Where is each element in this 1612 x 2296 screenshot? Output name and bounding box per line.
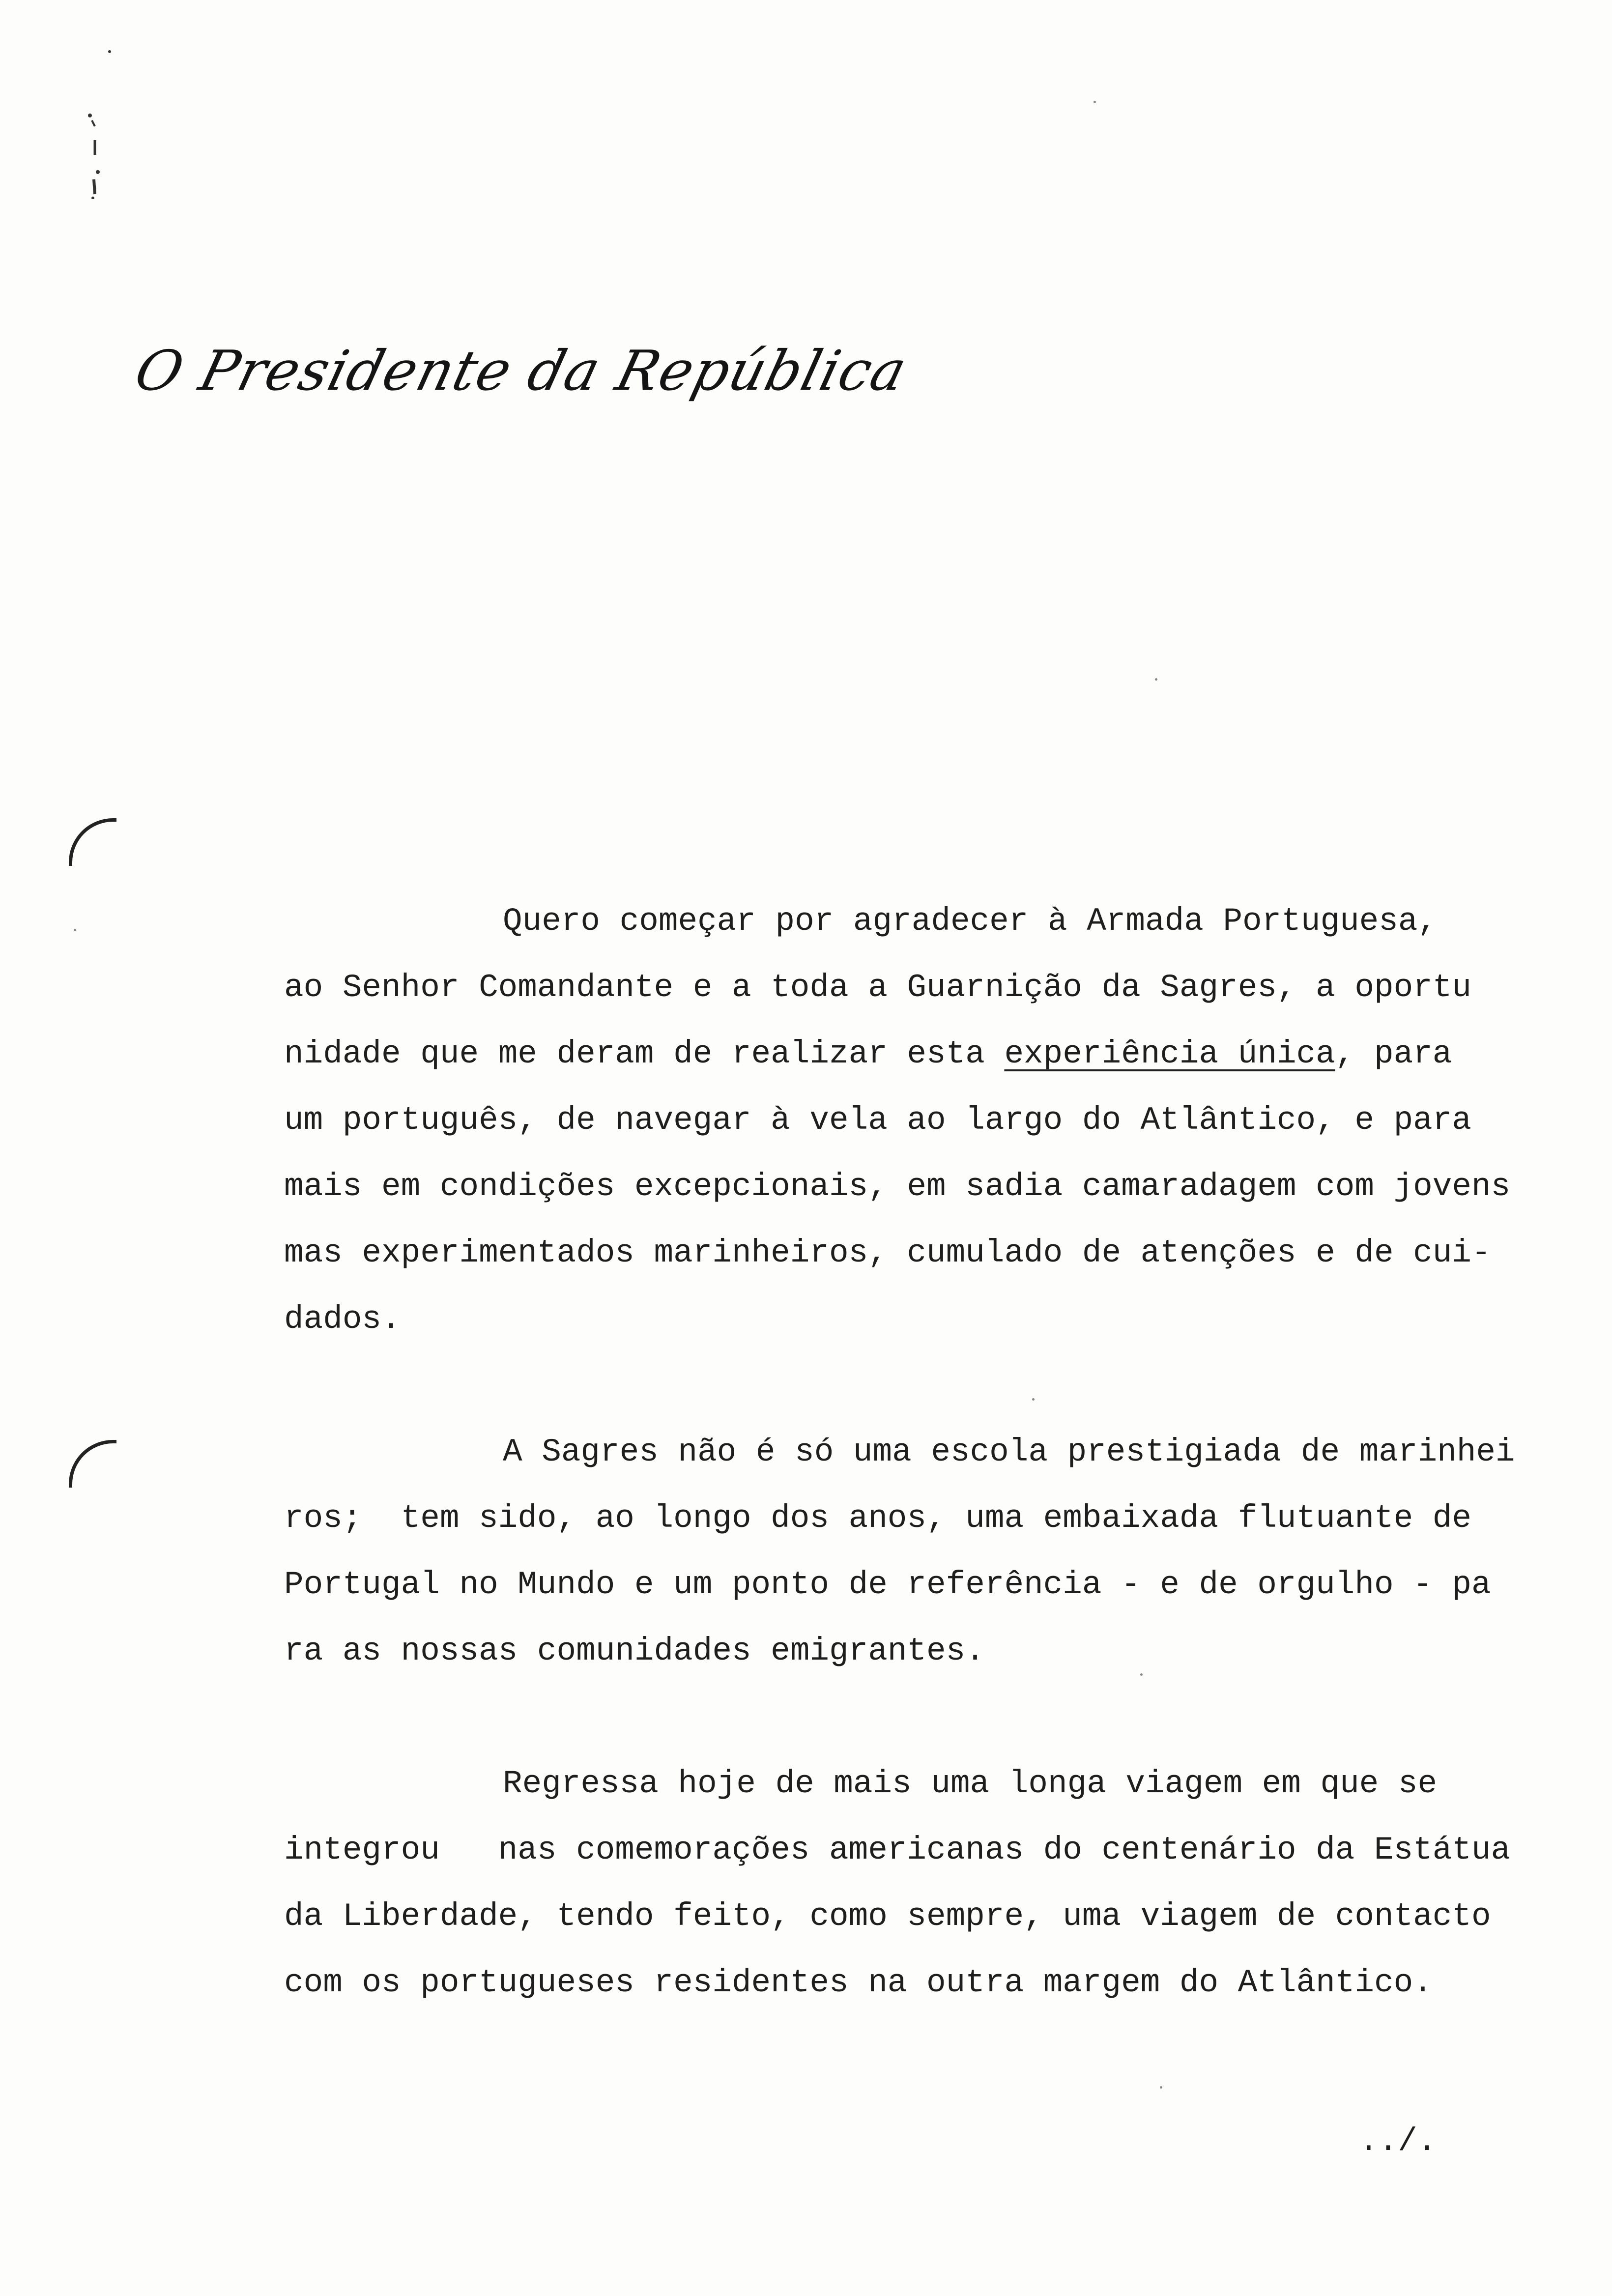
- text-line: ao Senhor Comandante e a toda a Guarnição da Sagres, a oportu: [284, 969, 1471, 1006]
- scan-speck: [1140, 1673, 1143, 1676]
- text-line: ros; tem sido, ao longo dos anos, uma embaixada flutuante de: [284, 1500, 1471, 1537]
- text-line: um português, de navegar à vela ao largo do Atlântico, e para: [284, 1102, 1471, 1139]
- text-line: dados.: [284, 1301, 401, 1338]
- text-line-with-emphasis: [284, 1032, 1452, 1076]
- punch-hole-mark: [69, 818, 116, 866]
- letterhead-title: O Presidente da República: [129, 339, 914, 403]
- text-line: Quero começar por agradecer à Armada Portuguesa,: [503, 903, 1438, 940]
- text-line: ra as nossas comunidades emigrantes.: [284, 1633, 985, 1669]
- text-line: A Sagres não é só uma escola prestigiada de marinhei: [503, 1434, 1515, 1470]
- text-segment: nidade que me deram de realizar esta: [284, 1035, 1005, 1072]
- margin-marks: [86, 47, 115, 199]
- text-line: mais em condições excepcionais, em sadia camaradagem com jovens: [284, 1168, 1511, 1205]
- text-line: Regressa hoje de mais uma longa viagem em que se: [503, 1765, 1438, 1802]
- text-line: Portugal no Mundo e um ponto de referência - e de orgulho - pa: [284, 1566, 1491, 1603]
- continuation-mark: ../.: [1359, 2123, 1437, 2160]
- scan-speck: [1160, 2086, 1162, 2089]
- scan-speck: [74, 929, 76, 931]
- text-line: mas experimentados marinheiros, cumulado de atenções e de cui-: [284, 1234, 1491, 1271]
- scan-speck: [1094, 101, 1096, 103]
- text-line: com os portugueses residentes na outra margem do Atlântico.: [284, 1964, 1433, 2001]
- text-line: integrou nas comemorações americanas do centenário da Estátua: [284, 1832, 1511, 1868]
- scan-speck: [1032, 1398, 1035, 1401]
- text-line: da Liberdade, tendo feito, como sempre, uma viagem de contacto: [284, 1898, 1491, 1935]
- text-segment: , para: [1335, 1035, 1452, 1072]
- scan-speck: [1155, 678, 1157, 681]
- underlined-phrase: experiência única: [1004, 1035, 1335, 1072]
- punch-hole-mark: [69, 1440, 116, 1488]
